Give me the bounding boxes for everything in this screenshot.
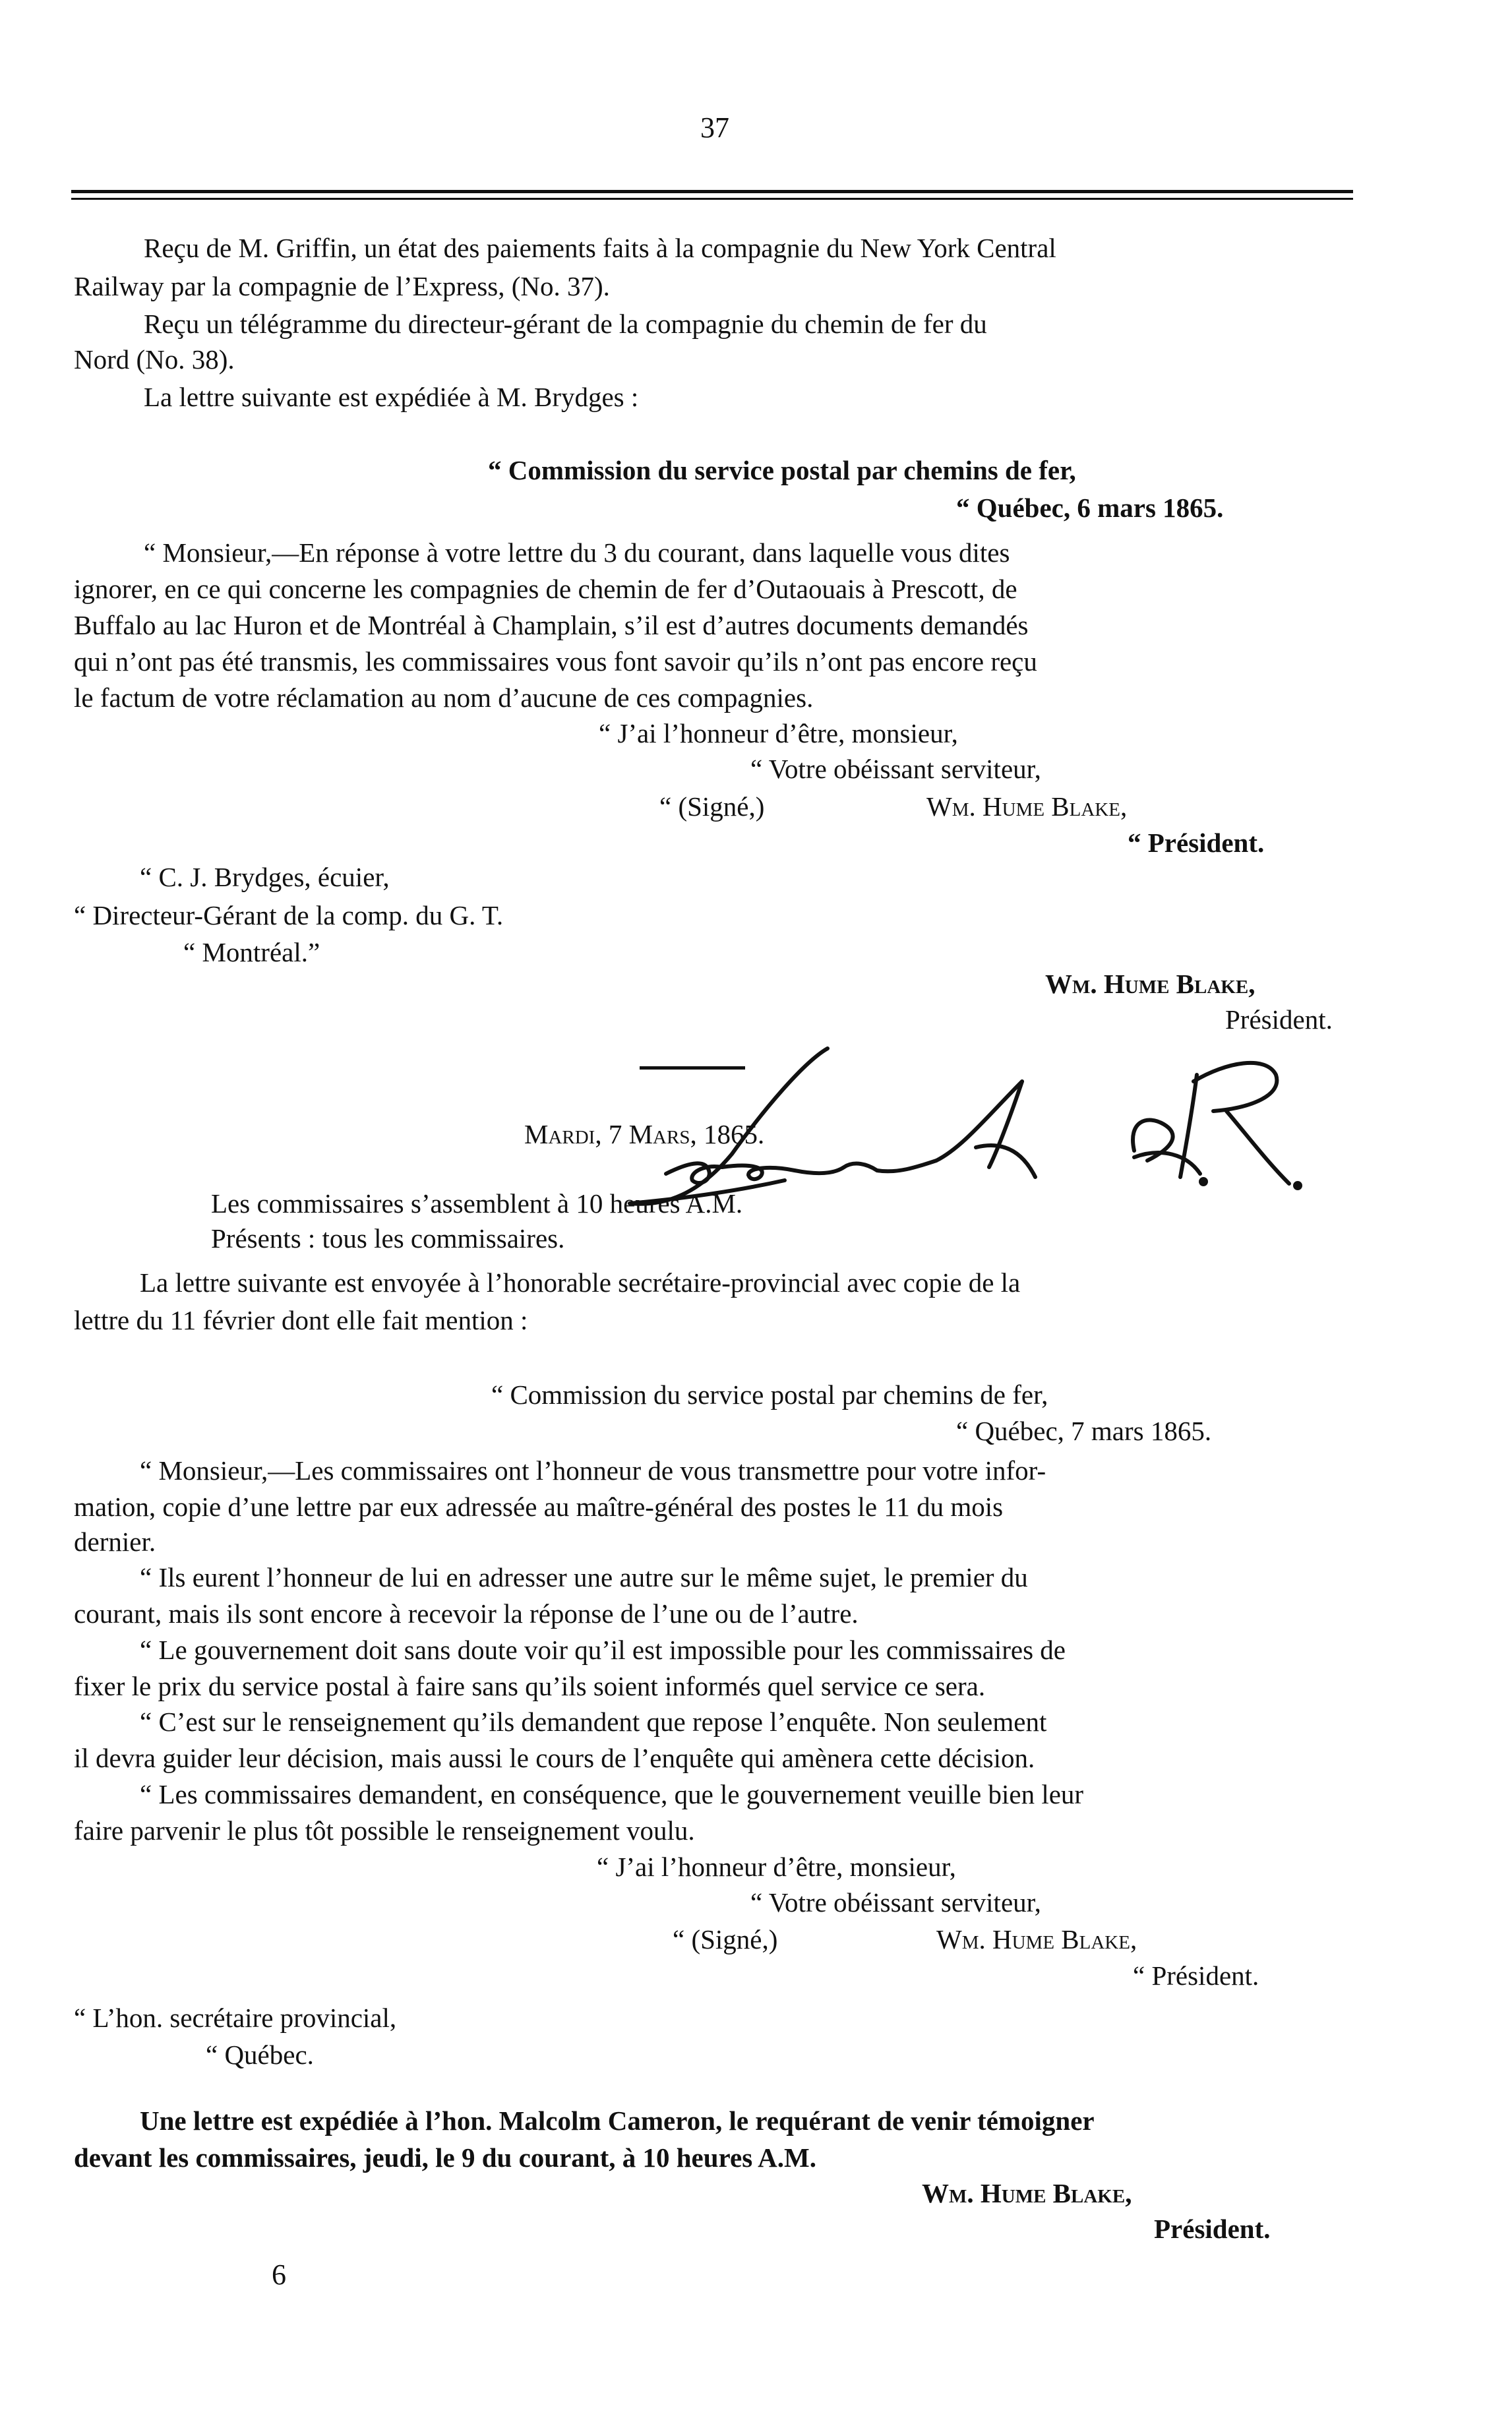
text-line: Une lettre est expédiée à l’hon. Malcolm Cameron, le requérant de venir témoigner: [140, 2105, 1095, 2136]
text-line: fixer le prix du service postal à faire sans qu’ils soient informés quel service ce sera.: [74, 1671, 986, 1701]
text-line: Président.: [1225, 1004, 1333, 1035]
text-line: Reçu de M. Griffin, un état des paiements faits à la compagnie du New York Central: [144, 233, 1056, 263]
text-line: “ C’est sur le renseignement qu’ils demandent que repose l’enquête. Non seulement: [140, 1707, 1047, 1737]
text-line: “ J’ai l’honneur d’être, monsieur,: [597, 1852, 956, 1882]
footer-page-number: 6: [272, 2258, 286, 2291]
text-line: “ Président.: [1128, 828, 1265, 858]
text-line: “ Québec, 6 mars 1865.: [956, 493, 1224, 523]
text-line: dernier.: [74, 1527, 156, 1557]
text-line: Wm. Hume Blake,: [1045, 969, 1255, 999]
text-line: il devra guider leur décision, mais aussi le cours de l’enquête qui amènera cette décision.: [74, 1743, 1035, 1773]
text-line: “ Monsieur,—Les commissaires ont l’honneur de vous transmettre pour votre infor-: [140, 1455, 1046, 1486]
text-line: devant les commissaires, jeudi, le 9 du courant, à 10 heures A.M.: [74, 2142, 816, 2173]
text-line: “ J’ai l’honneur d’être, monsieur,: [599, 718, 958, 748]
text-line: “ Montréal.”: [183, 937, 320, 967]
text-line: “ Québec.: [206, 2040, 314, 2070]
text-line: le factum de votre réclamation au nom d’aucune de ces compagnies.: [74, 682, 814, 713]
text-line: “ Votre obéissant serviteur,: [750, 1887, 1041, 1918]
text-line: ignorer, en ce qui concerne les compagnies de chemin de fer d’Outaouais à Prescott, de: [74, 574, 1017, 604]
text-line: Les commissaires s’assemblent à 10 heures A.M.: [211, 1188, 743, 1219]
text-line: Buffalo au lac Huron et de Montréal à Champlain, s’il est d’autres documents demandés: [74, 610, 1029, 640]
text-line: “ (Signé,): [659, 791, 765, 822]
text-line: “ Ils eurent l’honneur de lui en adresser une autre sur le même sujet, le premier du: [140, 1562, 1028, 1592]
page-number: 37: [700, 111, 729, 144]
text-line: Wm. Hume Blake,: [936, 1924, 1137, 1954]
text-line: Président.: [1154, 2214, 1271, 2244]
text-line: “ Votre obéissant serviteur,: [750, 754, 1041, 784]
text-line: “ Le gouvernement doit sans doute voir qu’il est impossible pour les commissaires de: [140, 1635, 1066, 1665]
text-line: “ Directeur-Gérant de la comp. du G. T.: [74, 900, 504, 930]
text-line: “ (Signé,): [673, 1924, 778, 1954]
text-line: “ Commission du service postal par chemins de fer,: [491, 1379, 1048, 1410]
text-line: Wm. Hume Blake,: [922, 2178, 1132, 2208]
text-line: Présents : tous les commissaires.: [211, 1223, 565, 1254]
header-rule-bottom: [71, 198, 1353, 200]
text-line: “ Commission du service postal par chemins de fer,: [488, 455, 1076, 485]
text-line: “ L’hon. secrétaire provincial,: [74, 2003, 397, 2033]
text-line: “ C. J. Brydges, écuier,: [140, 862, 390, 892]
text-line: La lettre suivante est envoyée à l’honorable secrétaire-provincial avec copie de la: [140, 1267, 1021, 1298]
text-line: Mardi, 7 Mars, 1865.: [524, 1119, 765, 1149]
text-line: “ Monsieur,—En réponse à votre lettre du 3 du courant, dans laquelle vous dites: [144, 537, 1010, 568]
text-line: La lettre suivante est expédiée à M. Brydges :: [144, 382, 639, 412]
text-line: qui n’ont pas été transmis, les commissaires vous font savoir qu’ils n’ont pas encore reçu: [74, 646, 1037, 677]
text-line: Nord (No. 38).: [74, 344, 235, 375]
header-rule-top: [71, 190, 1353, 193]
text-line: Reçu un télégramme du directeur-gérant de la compagnie du chemin de fer du: [144, 309, 987, 339]
handwritten-annotation: [567, 1035, 1398, 1233]
text-line: mation, copie d’une lettre par eux adressée au maître-général des postes le 11 du mois: [74, 1492, 1004, 1522]
text-line: “ Les commissaires demandent, en conséquence, que le gouvernement veuille bien leur: [140, 1779, 1084, 1809]
text-line: lettre du 11 février dont elle fait mention :: [74, 1305, 528, 1335]
text-line: “ Québec, 7 mars 1865.: [956, 1416, 1212, 1446]
text-line: courant, mais ils sont encore à recevoir la réponse de l’une ou de l’autre.: [74, 1598, 859, 1629]
text-line: faire parvenir le plus tôt possible le renseignement voulu.: [74, 1815, 695, 1846]
text-line: Railway par la compagnie de l’Express, (No. 37).: [74, 271, 610, 301]
text-line: Wm. Hume Blake,: [926, 791, 1128, 822]
text-line: “ Président.: [1133, 1960, 1259, 1991]
